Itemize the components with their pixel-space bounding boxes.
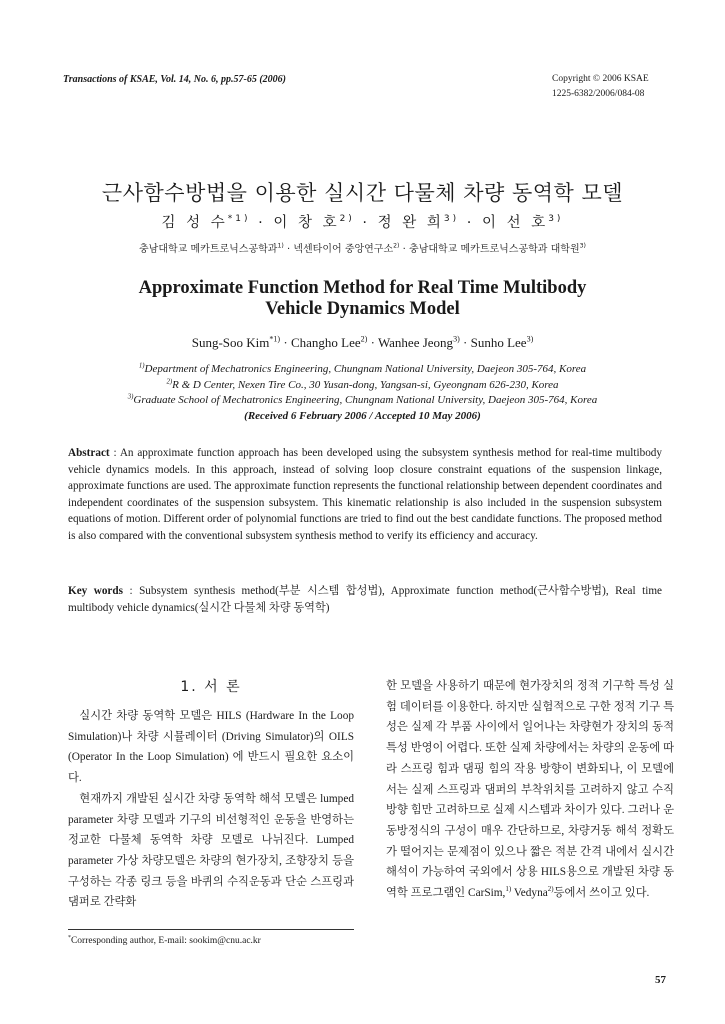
affiliation-mark: 3)	[579, 242, 586, 250]
english-author: Wanhee Jeong	[377, 335, 454, 350]
author-mark: *1)	[269, 334, 281, 344]
body-paragraph: 실시간 차량 동역학 모델은 HILS (Hardware In the Loop Simulation)나 차량 시뮬레이터 (Driving Simulator)의 OILS (Operator In the Loop Simulation) 에 반드시 필요한 요소이다.	[68, 710, 354, 785]
author-mark: 3)	[443, 214, 460, 225]
body-right-column	[386, 676, 674, 904]
keywords-label: Key words	[68, 585, 123, 597]
korean-title: 근사함수방법을 이용한 실시간 다물체 차량 동역학 모델	[101, 181, 624, 205]
copyright-block	[552, 72, 649, 102]
footnote-text: Corresponding author, E-mail: sookim@cnu.ac.kr	[70, 936, 261, 946]
body-paragraph	[386, 676, 674, 904]
footnote-divider	[68, 929, 354, 930]
copyright-line: Copyright © 2006 KSAE	[552, 74, 649, 84]
footnote	[68, 936, 261, 946]
reference-mark: 1)	[505, 885, 512, 894]
english-title-line: Vehicle Dynamics Model	[265, 299, 460, 319]
journal-citation: Transactions of KSAE, Vol. 14, No. 6, pp.57-65 (2006)	[63, 74, 286, 85]
english-affiliations	[0, 362, 725, 424]
affiliation-text: Department of Mechatronics Engineering, Chungnam National University, Daejeon 305-764, Korea	[144, 363, 587, 375]
english-affiliation	[0, 362, 725, 378]
affiliation-mark: 2)	[166, 377, 173, 385]
paragraph-text: 등에서 쓰이고 있다.	[553, 887, 650, 900]
keywords	[68, 583, 662, 616]
abstract	[68, 445, 662, 545]
english-author: Sunho Lee	[470, 335, 527, 350]
keywords-separator: :	[122, 585, 140, 597]
korean-author: 이 선 호	[481, 215, 549, 231]
korean-author: 이 창 호	[273, 215, 340, 231]
korean-affiliations: 충남대학교 메카트로닉스공학과$^{1)}$ · 넥센타이어 중앙연구소$^{2)}$ · 충남대학교 메카트로닉스공학과 대학원$^{3)}$	[139, 242, 586, 255]
author-mark: 2)	[339, 214, 355, 225]
affiliation-mark: 1)	[138, 362, 145, 370]
affiliation-mark: 1)	[277, 242, 284, 250]
received-dates: (Received 6 February 2006 / Accepted 10 May 2006)	[244, 409, 481, 422]
korean-affiliation: 넥센타이어 중앙연구소	[293, 244, 394, 255]
korean-author: 정 완 희	[377, 215, 444, 231]
issn-line: 1225-6382/2006/084-08	[552, 89, 645, 99]
korean-affiliation: 충남대학교 메카트로닉스공학과 대학원	[409, 244, 580, 255]
affiliation-text: R & D Center, Nexen Tire Co., 30 Yusan-dong, Yangsan-si, Gyeongnam 626-230, Korea	[172, 378, 559, 391]
korean-affiliation: 충남대학교 메카트로닉스공학과	[139, 244, 278, 255]
body-left-column	[68, 676, 354, 913]
author-mark: 2)	[360, 334, 368, 344]
korean-author: 김 성 수	[161, 215, 228, 231]
abstract-separator: :	[109, 447, 120, 459]
section-title: 1. 서 론	[180, 679, 242, 695]
english-author: Sung-Soo Kim	[191, 335, 270, 350]
english-title-line: Approximate Function Method for Real Time Multibody	[138, 278, 587, 298]
author-mark: 3)	[548, 214, 564, 225]
author-mark: *1)	[227, 214, 251, 225]
english-title	[0, 278, 725, 320]
english-affiliation	[0, 393, 725, 409]
korean-authors: 김 성 수$^{*1)}$ · 이 창 호$^{2)}$ · 정 완 희$^{3)}$ · 이 선 호$^{3)}$	[161, 214, 564, 231]
affiliation-mark: 2)	[393, 242, 400, 250]
keywords-text: Subsystem synthesis method(부분 시스템 합성법), Approximate function method(근사함수방법), Real time multibody vehicle dynamics(실시간 다물체 차량 동역학)	[68, 585, 662, 614]
body-paragraph: 현재까지 개발된 실시간 차량 동역학 해석 모델은 lumped parameter 차량 모델과 기구의 비선형적인 운동을 반영하는 정교한 다물체 동역학 차량 모델로 나뉘진다. Lumped parameter 가상 차량모델은 차량의 현가장치, 조향장치 등을 구성하는 각종 링크 등을 바퀴의 수직운동과 단순 스프링과 댐퍼로 간략화	[68, 792, 354, 909]
reference-mark: 2)	[547, 885, 554, 894]
english-affiliation	[0, 378, 725, 394]
paragraph-text: 한 모델을 사용하기 때문에 현가장치의 정적 기구학 특성 실험 데이터를 이용한다. 하지만 실험적으로 구한 정적 기구 특성은 실제 각 부품 사이에서 일어나는 차량현가 장치의 동적 특성 반영이 어렵다. 또한 실제 차량에서는 차량의 운동에 따라 스프링 힘과 댐핑 힘의 작용 방향이 변화되나, 이 모델에서는 실제 스프링과 댐퍼의 부착위치를 고려하지 않고 수직방향 힘만 고려하므로 실제 시스템과 차이가 있다. 그러나 운동방정식의 구성이 매우 간단하므로, 차량거동 해석 정확도가 떨어지는 문제점이 있으나 짧은 적분 간격 내에서 실시간 해석이 가능하여 국외에서 상용 HILS용으로 개발된 차량 동역학 프로그램인 CarSim,	[386, 680, 674, 900]
author-mark: 3)	[453, 334, 460, 344]
affiliation-text: Graduate School of Mechatronics Engineering, Chungnam National University, Daejeon 305-764, Korea	[133, 394, 598, 406]
english-authors: Sung-Soo Kim$^{*1)}$ · Changho Lee$^{2)}$ · Wanhee Jeong$^{3)}$ · Sunho Lee$^{3)}$	[191, 334, 534, 350]
english-author: Changho Lee	[290, 335, 361, 350]
abstract-label: Abstract	[68, 447, 110, 459]
affiliation-mark: 3)	[127, 393, 134, 401]
paragraph-text: Vedyna	[511, 887, 548, 900]
page-number: 57	[655, 974, 666, 986]
footnote-mark: *	[68, 934, 71, 941]
abstract-text: An approximate function approach has been developed using the subsystem synthesis method for real-time multibody vehicle dynamics models. In this approach, instead of solving loop closure constraint equations of the suspension linkage, approximate functions are used. The approximate function represents the functional relationship between dependent coordinates and independent coordinates of the suspension subsystem. This kinematic relationship is also included in the suspension subsystem equations of motion. Different order of polynomial functions are tried to find out the best candidate functions. The proposed method is also compared with the conventional subsystem synthesis method to verify its efficiency and accuracy.	[68, 447, 662, 542]
author-mark: 3)	[526, 334, 534, 344]
